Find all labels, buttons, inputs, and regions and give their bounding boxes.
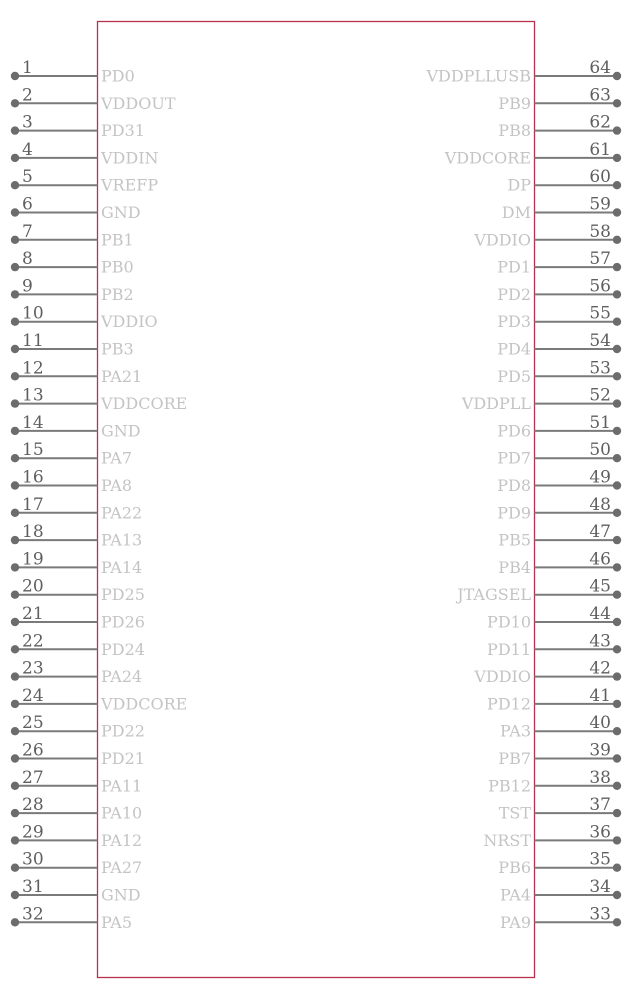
pin-name: PB3 (101, 339, 134, 359)
pin-58 (473, 222, 621, 250)
pin-name: PB12 (488, 776, 531, 796)
pin-number: 18 (22, 522, 44, 543)
pin-6 (11, 195, 141, 223)
pin-endpoint-dot (11, 618, 19, 626)
pin-endpoint-dot (11, 154, 19, 162)
pin-number: 38 (589, 767, 611, 788)
pin-name: PA9 (499, 912, 531, 932)
left-pin-group (11, 58, 187, 932)
pin-24 (11, 686, 187, 714)
pin-number: 25 (22, 713, 44, 734)
pin-endpoint-dot (11, 481, 19, 489)
pin-number: 26 (22, 740, 44, 761)
pin-endpoint-dot (11, 345, 19, 353)
pin-endpoint-dot (11, 208, 19, 216)
pin-name: PA13 (101, 530, 143, 550)
pin-endpoint-dot (613, 864, 621, 872)
pin-name: PD6 (497, 421, 531, 441)
pin-number: 12 (22, 358, 44, 379)
pin-number: 31 (22, 877, 44, 897)
pin-5 (11, 167, 159, 195)
pin-number: 14 (22, 412, 44, 433)
pin-name: PB2 (101, 284, 134, 304)
pin-number: 53 (589, 358, 611, 379)
pin-endpoint-dot (613, 618, 621, 626)
pin-name: PB5 (498, 530, 531, 550)
pin-name: PD22 (101, 721, 145, 741)
pin-name: PD8 (497, 476, 531, 495)
pin-endpoint-dot (613, 208, 621, 216)
pin-7 (11, 222, 134, 250)
pin-11 (11, 331, 134, 359)
pin-name: GND (101, 885, 141, 905)
pin-18 (11, 522, 142, 550)
pin-14 (11, 413, 141, 441)
pin-endpoint-dot (613, 700, 621, 708)
pin-endpoint-dot (613, 509, 621, 517)
pin-name: PA27 (101, 858, 143, 878)
pin-endpoint-dot (613, 372, 621, 380)
pin-name: PD10 (487, 612, 531, 632)
pin-number: 33 (589, 904, 611, 925)
pin-number: 61 (589, 139, 611, 160)
pin-number: 24 (22, 685, 44, 706)
pin-19 (11, 549, 142, 577)
pin-33 (500, 904, 621, 932)
pin-31 (11, 877, 141, 905)
pin-endpoint-dot (613, 727, 621, 735)
pin-endpoint-dot (613, 454, 621, 462)
pin-number: 49 (589, 467, 611, 488)
pin-endpoint-dot (613, 181, 621, 189)
pin-51 (497, 413, 621, 441)
pin-43 (487, 631, 621, 659)
pin-number: 54 (589, 331, 611, 351)
pin-endpoint-dot (11, 263, 19, 271)
pin-number: 30 (22, 849, 44, 870)
pin-endpoint-dot (613, 290, 621, 298)
pin-name: PB9 (498, 93, 531, 113)
pin-name: VDDCORE (101, 394, 188, 414)
pin-52 (461, 386, 621, 414)
pin-endpoint-dot (11, 454, 19, 462)
pin-25 (11, 713, 145, 741)
pin-60 (507, 167, 621, 195)
pin-endpoint-dot (11, 700, 19, 708)
pin-endpoint-dot (11, 99, 19, 107)
pin-name: PA10 (101, 803, 143, 823)
pin-35 (498, 850, 621, 878)
pin-number: 34 (589, 877, 611, 897)
pin-name: PD31 (101, 121, 145, 141)
pin-29 (11, 822, 142, 850)
pin-number: 7 (22, 221, 33, 242)
pin-name: PD24 (101, 639, 145, 659)
pin-endpoint-dot (11, 645, 19, 653)
pin-number: 59 (589, 194, 611, 215)
pin-30 (11, 850, 142, 878)
pin-endpoint-dot (11, 672, 19, 680)
pin-name: NRST (483, 830, 531, 850)
pin-number: 10 (22, 303, 44, 324)
pin-41 (487, 686, 621, 714)
pin-57 (497, 249, 621, 277)
pin-name: PD1 (497, 257, 531, 277)
pin-endpoint-dot (613, 536, 621, 544)
pin-number: 2 (22, 85, 33, 106)
pin-26 (11, 741, 145, 769)
pin-name: PA4 (499, 885, 531, 905)
pin-endpoint-dot (11, 399, 19, 407)
pin-endpoint-dot (613, 563, 621, 571)
pin-endpoint-dot (11, 891, 19, 899)
pin-1 (11, 58, 135, 86)
pin-number: 58 (589, 221, 611, 242)
pin-endpoint-dot (11, 509, 19, 517)
pin-name: GND (101, 421, 141, 441)
pin-50 (497, 440, 621, 468)
pin-name: VREFP (101, 175, 159, 195)
pin-number: 39 (589, 740, 611, 761)
pin-endpoint-dot (11, 563, 19, 571)
pin-53 (497, 358, 621, 386)
pin-number: 55 (589, 303, 611, 324)
pin-endpoint-dot (613, 918, 621, 926)
pin-number: 44 (589, 604, 611, 624)
pin-38 (488, 768, 621, 796)
pin-13 (11, 386, 187, 414)
pin-endpoint-dot (11, 591, 19, 599)
pin-number: 40 (589, 713, 611, 734)
pin-32 (11, 904, 132, 932)
pin-48 (497, 495, 621, 523)
pin-28 (11, 795, 142, 823)
pin-name: GND (101, 203, 141, 222)
pin-name: VDDIN (101, 148, 159, 168)
pin-number: 52 (589, 385, 611, 406)
pin-name: PB1 (101, 230, 134, 250)
pin-20 (11, 577, 145, 605)
pin-endpoint-dot (11, 809, 19, 817)
pin-number: 17 (22, 494, 44, 515)
pin-name: JTAGSEL (457, 585, 531, 605)
pin-12 (11, 358, 142, 386)
right-pin-group (425, 58, 621, 932)
pin-number: 51 (589, 412, 611, 433)
pin-endpoint-dot (11, 754, 19, 762)
pin-endpoint-dot (11, 782, 19, 790)
pin-endpoint-dot (11, 290, 19, 298)
pin-54 (497, 331, 621, 359)
pin-number: 23 (22, 658, 44, 679)
pin-name: PA7 (101, 448, 133, 468)
pin-number: 19 (22, 549, 44, 570)
pin-name: PB6 (498, 858, 531, 878)
pin-endpoint-dot (11, 864, 19, 872)
pin-endpoint-dot (613, 72, 621, 80)
pin-name: PA24 (101, 667, 143, 687)
pin-name: PB8 (498, 121, 531, 141)
pin-endpoint-dot (613, 782, 621, 790)
pin-47 (498, 522, 621, 550)
pin-22 (11, 631, 145, 659)
pin-number: 50 (589, 440, 611, 461)
pin-number: 56 (589, 276, 611, 297)
pin-endpoint-dot (613, 345, 621, 353)
pin-number: 27 (22, 767, 44, 788)
pin-name: PA8 (101, 476, 133, 495)
pin-4 (11, 140, 159, 168)
pin-endpoint-dot (11, 372, 19, 380)
pin-endpoint-dot (613, 399, 621, 407)
pin-number: 5 (22, 167, 33, 188)
pin-16 (11, 468, 132, 496)
pin-number: 36 (589, 822, 611, 843)
pin-endpoint-dot (11, 126, 19, 134)
pin-endpoint-dot (613, 427, 621, 435)
pin-name: PB7 (498, 749, 531, 768)
pin-55 (497, 304, 621, 332)
pin-name: PA11 (101, 776, 143, 796)
pin-number: 22 (22, 631, 44, 652)
pin-endpoint-dot (613, 481, 621, 489)
pin-endpoint-dot (613, 99, 621, 107)
pin-10 (11, 304, 158, 332)
pin-27 (11, 768, 142, 796)
pin-59 (502, 195, 621, 223)
pin-name: VDDPLL (461, 394, 531, 414)
pin-endpoint-dot (613, 126, 621, 134)
pin-endpoint-dot (613, 591, 621, 599)
pin-name: DP (507, 175, 531, 195)
pin-name: PD25 (101, 585, 145, 605)
pin-23 (11, 659, 142, 687)
pin-endpoint-dot (11, 236, 19, 244)
pin-endpoint-dot (11, 536, 19, 544)
pin-endpoint-dot (613, 645, 621, 653)
pin-number: 60 (589, 167, 611, 188)
pin-name: TST (498, 803, 531, 823)
pin-endpoint-dot (11, 836, 19, 844)
pin-name: DM (501, 203, 531, 222)
pin-45 (455, 577, 621, 605)
pin-49 (497, 468, 621, 496)
pin-name: PD12 (487, 694, 531, 714)
pin-name: PA12 (101, 830, 143, 850)
pin-number: 32 (22, 904, 44, 925)
pin-endpoint-dot (613, 236, 621, 244)
pin-39 (498, 741, 621, 769)
pin-name: VDDPLLUSB (426, 66, 531, 86)
pin-37 (499, 795, 622, 823)
pin-name: PD26 (101, 612, 145, 632)
pin-2 (11, 85, 176, 113)
pin-name: PD4 (497, 339, 531, 359)
pin-number: 15 (22, 440, 44, 461)
pin-number: 21 (22, 604, 44, 624)
pin-endpoint-dot (613, 754, 621, 762)
pin-name: PD3 (497, 312, 531, 332)
pin-40 (500, 713, 621, 741)
pin-3 (11, 113, 145, 141)
pin-name: PD7 (497, 448, 531, 468)
pin-endpoint-dot (11, 181, 19, 189)
pin-name: PB4 (498, 557, 531, 577)
pin-number: 29 (22, 822, 44, 843)
pin-number: 43 (589, 631, 611, 652)
pin-name: PA21 (101, 366, 143, 386)
pin-endpoint-dot (613, 891, 621, 899)
pin-endpoint-dot (613, 809, 621, 817)
pin-name: PD2 (497, 284, 531, 304)
pin-number: 63 (589, 85, 611, 106)
pin-number: 3 (22, 112, 33, 133)
pin-endpoint-dot (11, 318, 19, 326)
pin-name: VDDIO (101, 312, 158, 332)
pin-endpoint-dot (613, 836, 621, 844)
pin-name: PB0 (101, 257, 134, 277)
pin-number: 42 (589, 658, 611, 679)
pin-endpoint-dot (613, 263, 621, 271)
pin-number: 41 (589, 685, 611, 706)
pin-name: PD11 (487, 639, 531, 659)
pin-number: 47 (589, 522, 611, 543)
pin-63 (498, 85, 621, 113)
pin-endpoint-dot (613, 154, 621, 162)
pin-number: 16 (22, 467, 44, 488)
pin-number: 13 (22, 385, 44, 406)
pin-number: 64 (589, 58, 611, 78)
pin-62 (498, 113, 621, 141)
pin-number: 28 (22, 795, 44, 816)
pin-number: 11 (22, 331, 44, 351)
pin-number: 57 (589, 249, 611, 270)
pin-number: 62 (589, 112, 611, 133)
pin-8 (11, 249, 134, 277)
pin-name: PD21 (101, 749, 145, 768)
pin-61 (444, 140, 621, 168)
pin-64 (425, 58, 621, 86)
pin-17 (11, 495, 142, 523)
pin-endpoint-dot (11, 727, 19, 735)
pin-endpoint-dot (11, 427, 19, 435)
pin-46 (498, 549, 621, 577)
pin-number: 20 (22, 576, 44, 597)
pin-number: 9 (22, 276, 33, 297)
pin-name: PD0 (101, 66, 135, 86)
pin-endpoint-dot (613, 672, 621, 680)
pin-15 (11, 440, 132, 468)
pin-42 (473, 659, 621, 687)
pin-21 (11, 604, 145, 632)
pin-number: 45 (589, 576, 611, 597)
pin-number: 46 (589, 549, 611, 570)
pin-endpoint-dot (11, 72, 19, 80)
pin-name: VDDCORE (444, 148, 531, 168)
pin-name: VDDIO (474, 667, 531, 687)
pin-name: PA22 (101, 503, 143, 523)
pin-name: PA3 (499, 721, 531, 741)
pin-9 (11, 276, 134, 304)
pin-name: PD5 (497, 366, 531, 386)
pin-name: VDDOUT (101, 93, 176, 113)
pin-name: PA14 (101, 557, 143, 577)
pin-endpoint-dot (613, 318, 621, 326)
pin-endpoint-dot (11, 918, 19, 926)
pin-number: 8 (22, 249, 33, 270)
pin-number: 48 (589, 494, 611, 515)
pin-number: 35 (589, 849, 611, 870)
pin-36 (483, 822, 621, 850)
pin-44 (487, 604, 621, 632)
pin-56 (497, 276, 621, 304)
pin-name: PD9 (497, 503, 531, 523)
pin-number: 37 (589, 795, 611, 816)
pin-number: 1 (22, 58, 33, 78)
pin-number: 6 (22, 194, 33, 215)
pin-34 (500, 877, 621, 905)
pin-name: PA5 (101, 912, 133, 932)
pin-number: 4 (22, 139, 33, 160)
pin-name: VDDIO (474, 230, 531, 250)
pin-name: VDDCORE (101, 694, 188, 714)
